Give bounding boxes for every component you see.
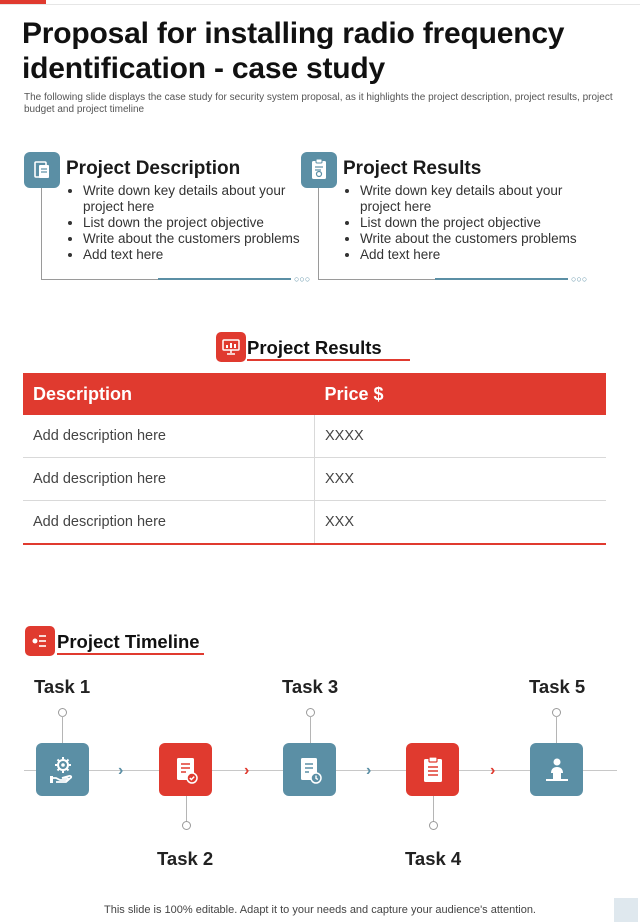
section-underline xyxy=(57,653,204,655)
page-subtitle: The following slide displays the case study for security system proposal, as it highlights the project description, project results, project budget and project timeline xyxy=(24,92,613,115)
task-label-3: Task 3 xyxy=(282,676,339,697)
card-accent-line xyxy=(435,278,568,280)
task-label-1: Task 1 xyxy=(34,676,91,697)
bullet-item: • Write down key details about your project here xyxy=(83,183,318,215)
bullet-item: • List down the project objective xyxy=(360,215,595,231)
document-icon xyxy=(24,152,60,188)
document-clock-icon xyxy=(283,743,336,796)
card-accent-line xyxy=(158,278,291,280)
card-dots: ○○○ xyxy=(571,274,588,284)
person-podium-icon xyxy=(530,743,583,796)
task-label-5: Task 5 xyxy=(529,676,586,697)
top-divider xyxy=(0,4,640,5)
timeline-list-icon xyxy=(25,626,55,656)
table-row xyxy=(23,501,606,545)
task-label-4: Task 4 xyxy=(405,848,462,869)
card-title-project-results: Project Results xyxy=(343,158,482,179)
chevron-right-icon: › xyxy=(244,762,250,779)
table-cell-description: Add description here xyxy=(23,501,315,545)
table-cell-description: Add description here xyxy=(23,415,315,458)
results-table xyxy=(23,373,606,545)
monitor-chart-icon xyxy=(216,332,246,362)
table-cell-price: XXX xyxy=(315,501,607,545)
table-cell-price: XXX xyxy=(315,458,607,501)
chevron-right-icon: › xyxy=(366,762,372,779)
connector-line xyxy=(310,716,311,743)
table-row xyxy=(23,415,606,458)
bullet-item: • List down the project objective xyxy=(83,215,318,231)
chevron-right-icon: › xyxy=(118,762,124,779)
document-check-icon xyxy=(159,743,212,796)
corner-decoration xyxy=(614,898,638,922)
hand-gear-icon xyxy=(36,743,89,796)
table-cell-price: XXXX xyxy=(315,415,607,458)
connector-line xyxy=(62,716,63,743)
clipboard-list-icon xyxy=(406,743,459,796)
connector-line xyxy=(556,716,557,743)
task-label-2: Task 2 xyxy=(157,848,214,869)
chevron-right-icon: › xyxy=(490,762,496,779)
table-cell-description: Add description here xyxy=(23,458,315,501)
footer-text: This slide is 100% editable. Adapt it to your needs and capture your audience's attention. xyxy=(104,904,536,916)
card-border-left xyxy=(318,188,319,280)
table-row xyxy=(23,458,606,501)
card-bullets-results xyxy=(340,183,595,263)
connector-dot xyxy=(429,821,438,830)
bullet-item: • Add text here xyxy=(360,247,595,263)
connector-line xyxy=(186,796,187,822)
card-dots: ○○○ xyxy=(294,274,311,284)
card-border-left xyxy=(41,188,42,280)
section-underline xyxy=(247,359,410,361)
clipboard-search-icon xyxy=(301,152,337,188)
column-header-price: Price $ xyxy=(315,373,607,415)
table-header-row xyxy=(23,373,606,415)
bullet-item: • Write about the customers problems xyxy=(360,231,595,247)
timeline-section-title: Project Timeline xyxy=(57,631,200,652)
card-title-project-description: Project Description xyxy=(66,158,241,179)
connector-dot xyxy=(182,821,191,830)
column-header-description: Description xyxy=(23,373,315,415)
bullet-item: • Add text here xyxy=(83,247,318,263)
results-section-title: Project Results xyxy=(247,337,382,358)
bullet-item: • Write down key details about your project here xyxy=(360,183,595,215)
bullet-item: • Write about the customers problems xyxy=(83,231,318,247)
connector-line xyxy=(433,796,434,822)
card-bullets-description xyxy=(63,183,318,263)
page-title: Proposal for installing radio frequency identification - case study xyxy=(22,17,565,85)
